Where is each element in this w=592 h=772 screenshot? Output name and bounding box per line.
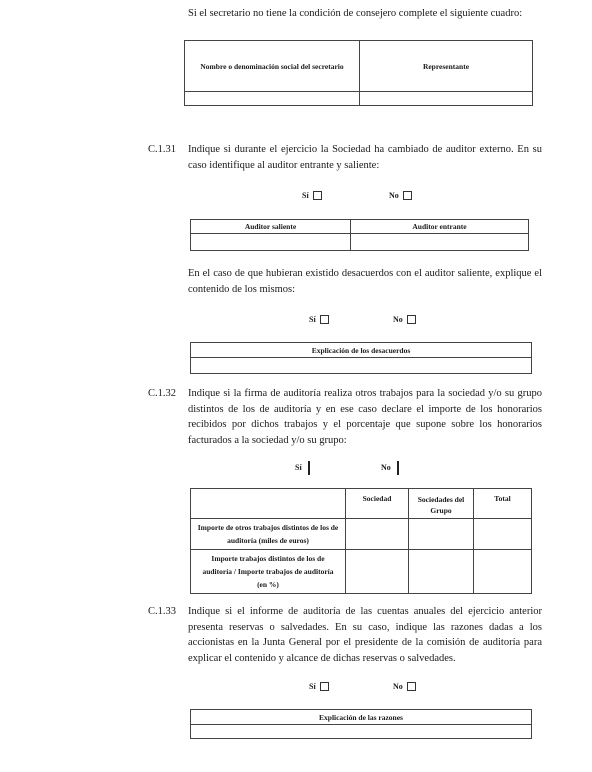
fees-row2-sociedad-cell[interactable] (346, 550, 409, 594)
c133-no-option[interactable] (393, 682, 416, 692)
fees-corner-header (191, 489, 346, 519)
c132-text: Indique si la firma de auditoría realiza otros trabajos para la sociedad y/o su grupo distintos de los de auditoría y en ese caso declare el importe de los honorarios recibidos por dichos trabajos y el porcentaje que supone sobre los honorarios facturados a la sociedad y/o su grupo: (188, 388, 542, 446)
c132-si-option[interactable] (295, 461, 310, 475)
fees-row1-total-cell[interactable] (474, 519, 532, 550)
auditor-table (190, 219, 529, 251)
desacuerdos-header: Explicación de los desacuerdos (191, 343, 532, 358)
auditor-entrante-cell[interactable] (351, 234, 529, 251)
c131-si2-label: Sí (309, 315, 316, 324)
intro-text: Si el secretario no tiene la condición de consejero complete el siguiente cuadro: (188, 8, 523, 19)
c133-number: C.1.33 (148, 606, 177, 617)
c131-si-option[interactable] (302, 191, 322, 201)
razones-cell[interactable] (191, 725, 532, 739)
secretary-name-cell[interactable] (185, 92, 360, 106)
c132-no-option[interactable] (381, 461, 399, 475)
c131-text: Indique si durante el ejercicio la Sociedad ha cambiado de auditor externo. En su caso identifique al auditor entrante y saliente: (188, 144, 542, 171)
c131-no2-option[interactable] (393, 315, 416, 325)
representative-cell[interactable] (360, 92, 533, 106)
c131-followup-text: En el caso de que hubieran existido desacuerdos con el auditor saliente, explique el contenido de los mismos: (188, 268, 542, 295)
c131-si2-option[interactable] (309, 315, 329, 325)
fees-row2-grupo-cell[interactable] (409, 550, 474, 594)
c133-text: Indique si el informe de auditoría de las cuentas anuales del ejercicio anterior presenta reservas o salvedades. En su caso, indique las razones dadas a los accionistas en la Junta General por el presidente de la comisión de auditoría para explicar el contenido y alcance de dichas reservas o salvedades. (188, 606, 542, 664)
fees-row-label-importe: Importe de otros trabajos distintos de los de auditoría (miles de euros) (191, 519, 346, 550)
c133-si-checkbox[interactable] (320, 682, 329, 691)
fees-row2-total-cell[interactable] (474, 550, 532, 594)
sociedad-header: Sociedad (346, 489, 409, 519)
c131-si2-checkbox[interactable] (320, 315, 329, 324)
fees-row-label-porcentaje: Importe trabajos distintos de los de auditoría / Importe trabajos de auditoría (en %) (191, 550, 346, 594)
c132-si-label: Sí (295, 462, 302, 472)
c133-no-label: No (393, 682, 403, 691)
secretary-name-header: Nombre o denominación social del secretario (185, 41, 360, 92)
c132-si-marker[interactable] (308, 461, 310, 475)
c131-si-checkbox[interactable] (313, 191, 322, 200)
c131-no-option[interactable] (389, 191, 412, 201)
c131-number: C.1.31 (148, 144, 177, 155)
c131-no-label: No (389, 191, 399, 200)
auditor-saliente-cell[interactable] (191, 234, 351, 251)
fees-row1-grupo-cell[interactable] (409, 519, 474, 550)
desacuerdos-cell[interactable] (191, 358, 532, 374)
c131-no-checkbox[interactable] (403, 191, 412, 200)
total-header: Total (474, 489, 532, 519)
secretary-table (184, 40, 533, 106)
c133-si-option[interactable] (309, 682, 329, 692)
c131-si-label: Sí (302, 191, 309, 200)
c131-no2-checkbox[interactable] (407, 315, 416, 324)
c132-no-marker[interactable] (397, 461, 399, 475)
representative-header: Representante (360, 41, 533, 92)
desacuerdos-table (190, 342, 532, 374)
c133-si-label: Sí (309, 682, 316, 691)
c132-number: C.1.32 (148, 388, 177, 399)
fees-row1-sociedad-cell[interactable] (346, 519, 409, 550)
razones-header: Explicación de las razones (191, 710, 532, 725)
c133-no-checkbox[interactable] (407, 682, 416, 691)
auditor-saliente-header: Auditor saliente (191, 220, 351, 234)
sociedades-grupo-header: Sociedades del Grupo (409, 489, 474, 519)
razones-table (190, 709, 532, 739)
c132-no-label: No (381, 462, 391, 472)
c131-no2-label: No (393, 315, 403, 324)
fees-table (190, 488, 532, 594)
auditor-entrante-header: Auditor entrante (351, 220, 529, 234)
